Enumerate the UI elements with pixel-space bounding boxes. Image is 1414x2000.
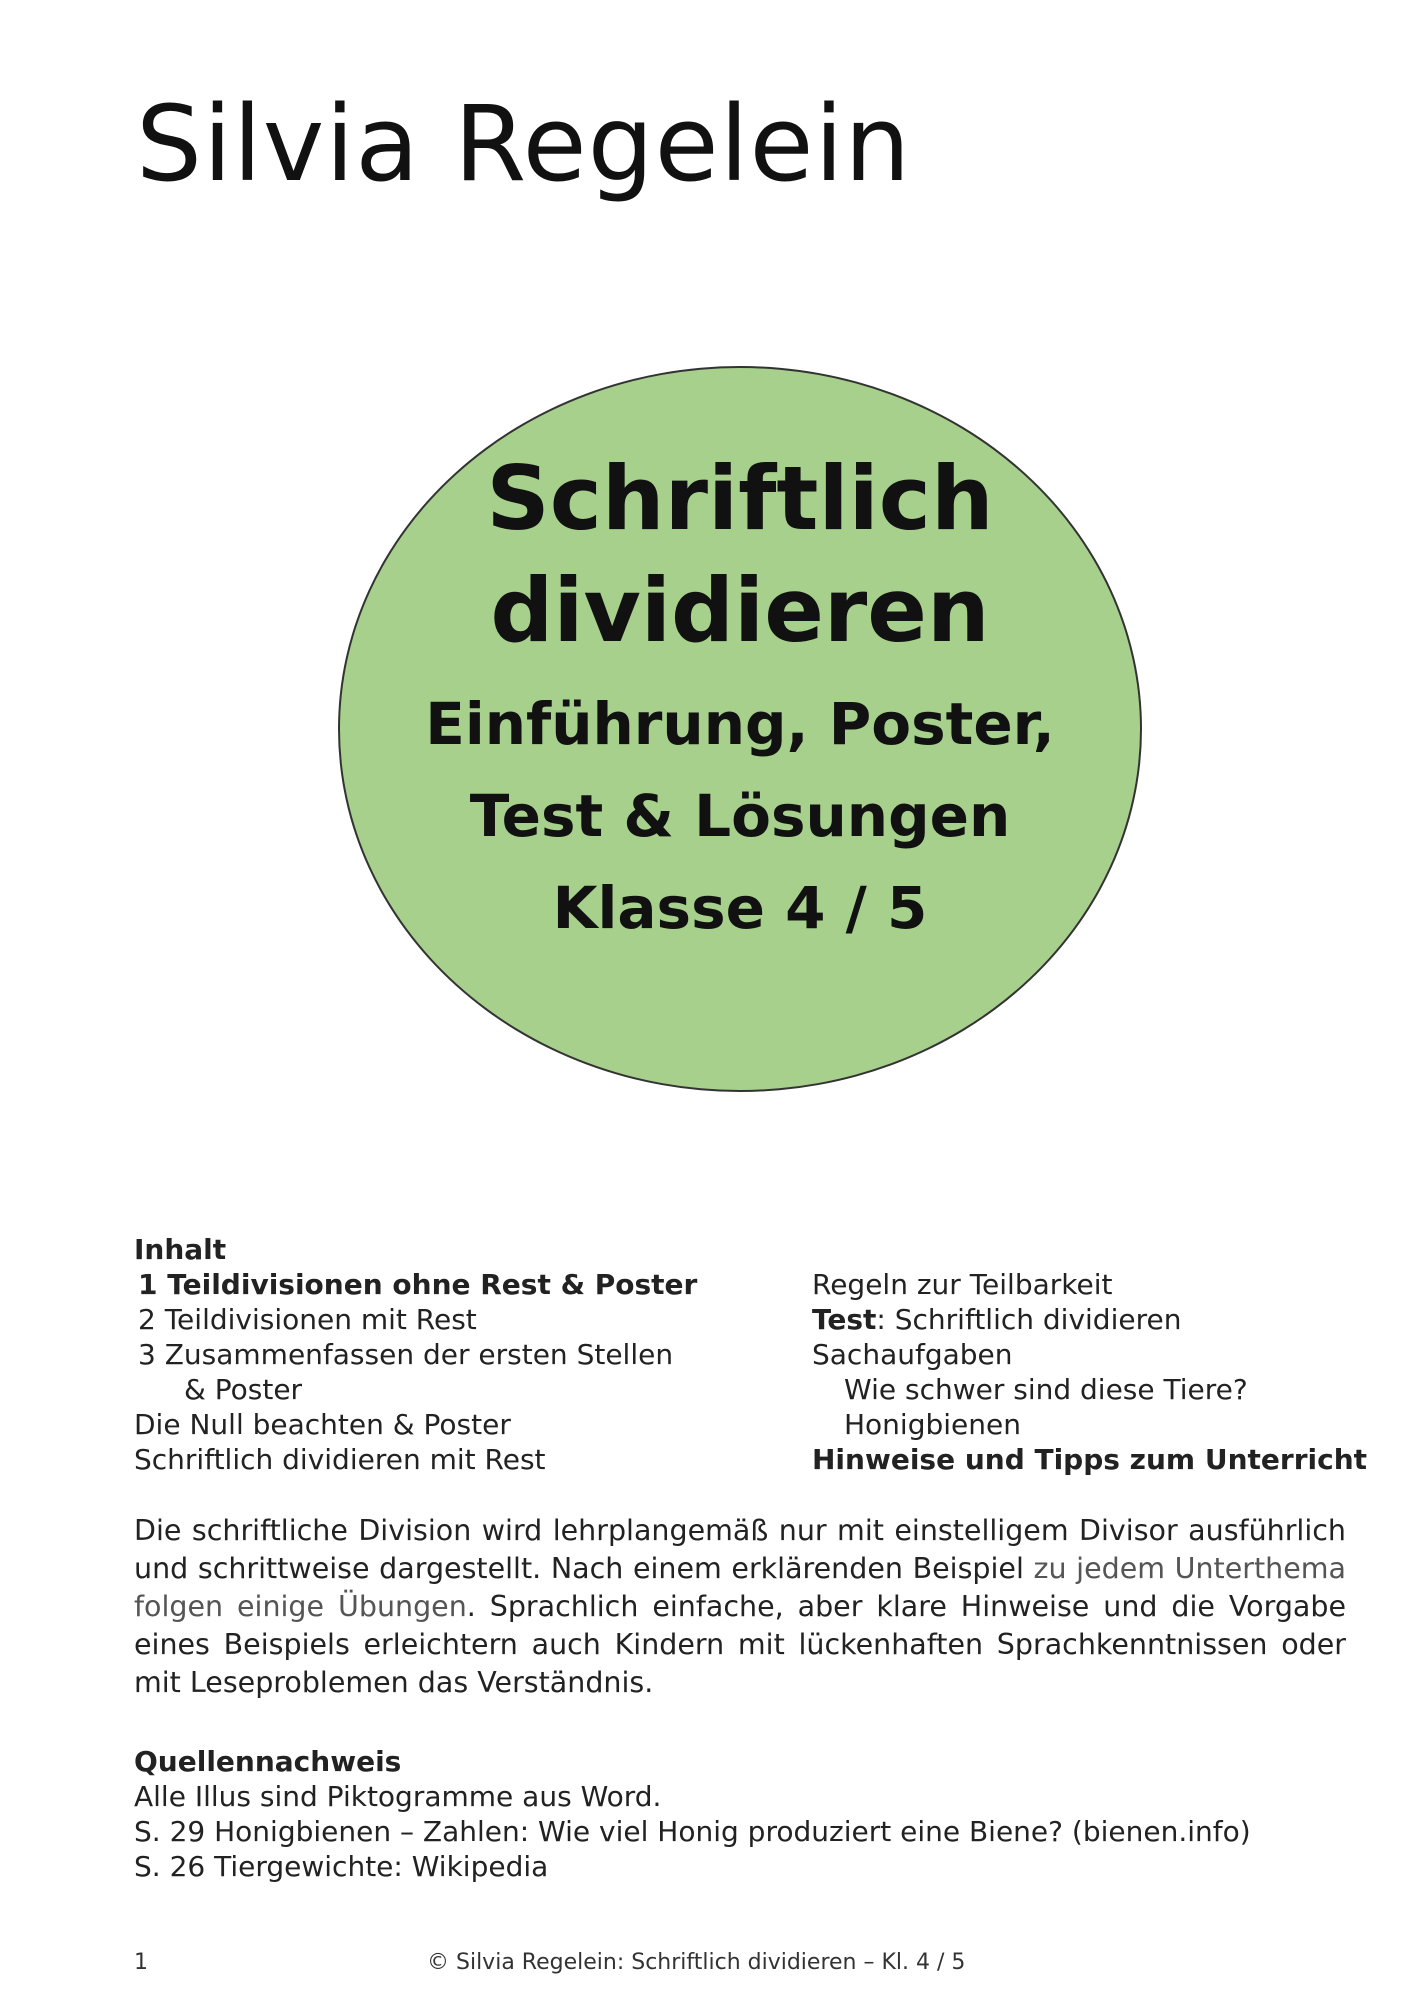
- contents-item: 2 Teildivisionen mit Rest: [138, 1303, 477, 1336]
- subtitle-line-1: Einführung, Poster,: [425, 690, 1055, 758]
- contents-item: 1 Teildivisionen ohne Rest & Poster: [138, 1268, 698, 1301]
- subtitle-line-3: Klasse 4 / 5: [552, 874, 928, 942]
- contents-item: Sachaufgaben: [812, 1338, 1013, 1371]
- author-name: Silvia Regelein: [136, 83, 912, 205]
- title-block: [338, 446, 1142, 954]
- contents-item: [812, 1302, 1372, 1337]
- contents-item-rest: : Schriftlich dividieren: [876, 1303, 1182, 1336]
- title-line-1: Schriftlich: [486, 447, 994, 550]
- contents-item: Die Null beachten & Poster: [134, 1408, 511, 1441]
- contents-item: 3 Zusammenfassen der ersten Stellen: [138, 1338, 674, 1371]
- sources-section: [134, 1744, 1334, 1884]
- contents-item: Regeln zur Teilbarkeit: [812, 1268, 1113, 1301]
- title-line-2: dividieren: [490, 559, 990, 662]
- copyright-notice: © Silvia Regelein: Schriftlich dividieren – Kl. 4 / 5: [427, 1950, 966, 1975]
- contents-left-column: [134, 1267, 754, 1477]
- subtitle-line-2: Test & Lösungen: [469, 782, 1011, 850]
- description-part-2: zu jedem Unterthema folgen einige Übungen: [134, 1552, 1346, 1623]
- contents-item-bold: Test: [812, 1303, 877, 1336]
- contents-heading: Inhalt: [134, 1233, 227, 1266]
- description-paragraph: [134, 1512, 1346, 1702]
- contents-item: & Poster: [184, 1373, 303, 1406]
- sources-line: S. 26 Tiergewichte: Wikipedia: [134, 1850, 549, 1883]
- contents-item: Hinweise und Tipps zum Unterricht: [812, 1443, 1368, 1476]
- sources-heading: Quellennachweis: [134, 1745, 402, 1778]
- sources-line: S. 29 Honigbienen – Zahlen: Wie viel Honig produziert eine Biene? (bienen.info): [134, 1815, 1251, 1848]
- contents-item: Schriftlich dividieren mit Rest: [134, 1443, 546, 1476]
- page-number: 1: [134, 1950, 148, 1975]
- sources-line: Alle Illus sind Piktogramme aus Word.: [134, 1780, 662, 1813]
- contents-right-column: [812, 1267, 1372, 1477]
- description-part-1: Die schriftliche Division wird lehrplangemäß nur mit einstelligem Divisor ausführlich und schrittweise dargestellt. Nach einem erklärenden Beispiel: [134, 1514, 1346, 1585]
- table-of-contents: [134, 1232, 1368, 1476]
- contents-item: Honigbienen: [844, 1408, 1021, 1441]
- contents-item: Wie schwer sind diese Tiere?: [844, 1373, 1248, 1406]
- description-part-3: . Sprachlich einfache, aber klare Hinweise und die Vorgabe eines Beispiels erleichtern auch Kindern mit lückenhaften Sprachkenntnissen oder mit Leseproblemen das Verständnis.: [134, 1590, 1346, 1699]
